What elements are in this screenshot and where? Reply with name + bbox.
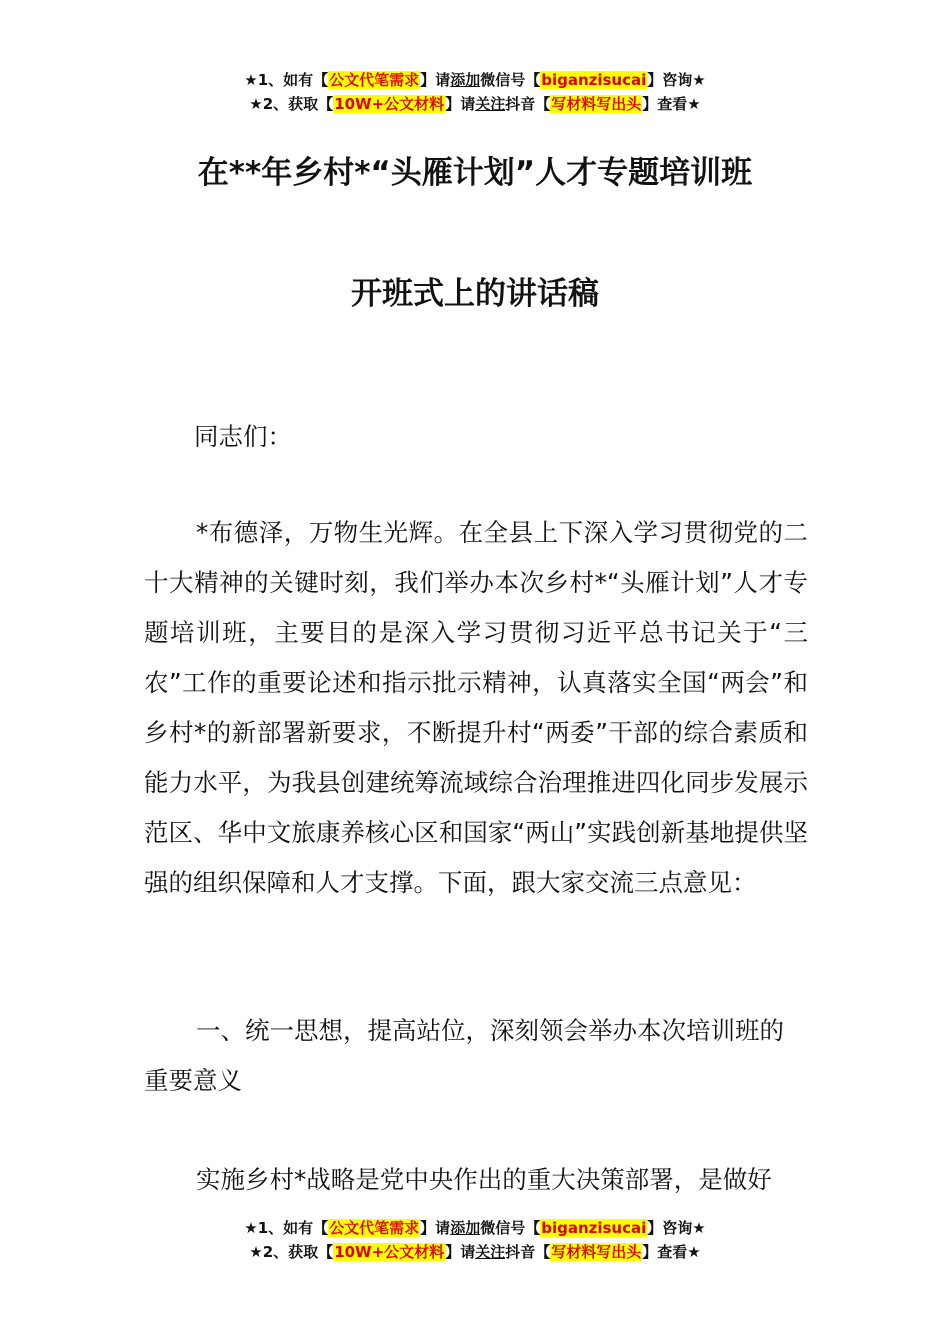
banner-text: 】查看★ (642, 95, 701, 113)
header-banner (0, 68, 950, 116)
banner-text: 抖音【 (505, 95, 551, 113)
underlined-add: 添加 (450, 1219, 481, 1237)
banner-text: 】咨询★ (647, 71, 706, 89)
document-title-line-1: 在**年乡村*“头雁计划”人才专题培训班 (197, 155, 753, 191)
section-heading-1: 一、统一思想，提高站位，深刻领会举办本次培训班的重要意义 (144, 1016, 784, 1095)
banner-text: 微信号【 (480, 71, 541, 89)
banner-text: ★2、获取【 (249, 1243, 334, 1261)
underlined-follow: 关注 (475, 95, 506, 113)
footer-banner (0, 1216, 950, 1264)
banner-text: 】咨询★ (647, 1219, 706, 1237)
highlight-wechat-id: biganzisucai (541, 1219, 647, 1237)
banner-line-1 (0, 68, 950, 92)
document-title-line-2: 开班式上的讲话稿 (351, 276, 599, 312)
banner-line-2 (0, 92, 950, 116)
banner-line-2 (0, 1240, 950, 1264)
underlined-add: 添加 (450, 71, 481, 89)
highlight-service: 公文代笔需求 (329, 1219, 420, 1237)
highlight-service: 公文代笔需求 (329, 71, 420, 89)
banner-text: 】请 (445, 95, 476, 113)
highlight-douyin-id: 写材料写出头 (551, 95, 642, 113)
highlight-materials: 10W+公文材料 (334, 1243, 445, 1261)
paragraph-section-1: 实施乡村*战略是党中央作出的重大决策部署，是做好 (196, 1165, 772, 1194)
highlight-materials: 10W+公文材料 (334, 95, 445, 113)
salutation: 同志们： (194, 422, 292, 451)
banner-text: ★1、如有【 (244, 71, 329, 89)
banner-text: ★2、获取【 (249, 95, 334, 113)
paragraph-intro: *布德泽，万物生光辉。在全县上下深入学习贯彻党的二十大精神的关键时刻，我们举办本次乡村*“头雁计划”人才专题培训班，主要目的是深入学习贯彻习近平总书记关于“三农”工作的重要论述和指示批示精神，认真落实全国“两会”和乡村*的新部署新要求，不断提升村“两委”干部的综合素质和能力水平，为我县创建统筹流域综合治理推进四化同步发展示范区、华中文旅康养核心区和国家“两山”实践创新基地提供坚强的组织保障和人才支撑。下面，跟大家交流三点意见： (144, 518, 808, 897)
banner-line-1 (0, 1216, 950, 1240)
banner-text: 抖音【 (505, 1243, 551, 1261)
banner-text: 】请 (420, 1219, 451, 1237)
banner-text: 微信号【 (480, 1219, 541, 1237)
highlight-douyin-id: 写材料写出头 (551, 1243, 642, 1261)
banner-text: ★1、如有【 (244, 1219, 329, 1237)
underlined-follow: 关注 (475, 1243, 506, 1261)
banner-text: 】查看★ (642, 1243, 701, 1261)
banner-text: 】请 (420, 71, 451, 89)
highlight-wechat-id: biganzisucai (541, 71, 647, 89)
banner-text: 】请 (445, 1243, 476, 1261)
